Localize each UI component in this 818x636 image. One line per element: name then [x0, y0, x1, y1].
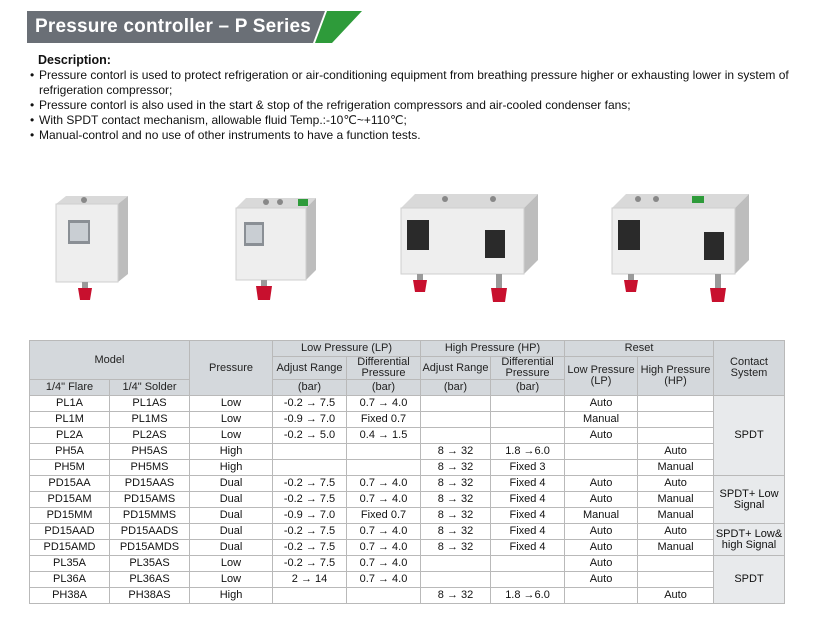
cell-lp-diff: 0.7 → 4.0: [347, 540, 421, 556]
product-photo-dual-1: [393, 188, 543, 313]
table-row: [30, 588, 785, 604]
product-photo-dual-2: [604, 188, 754, 313]
cell-contact-system: SPDT+ Low Signal: [714, 476, 785, 524]
cell-reset-lp: Auto: [565, 540, 638, 556]
cell-solder: PH38AS: [110, 588, 190, 604]
cell-reset-hp: [638, 412, 714, 428]
cell-hp-adj: 8 → 32: [421, 476, 491, 492]
cell-hp-adj: 8 → 32: [421, 540, 491, 556]
header-contact: Contact System: [714, 341, 785, 396]
cell-hp-diff: [491, 428, 565, 444]
cell-hp-diff: Fixed 4: [491, 476, 565, 492]
table-row: [30, 444, 785, 460]
cell-hp-adj: 8 → 32: [421, 508, 491, 524]
cell-flare: PD15MM: [30, 508, 110, 524]
cell-flare: PL36A: [30, 572, 110, 588]
cell-flare: PD15AAD: [30, 524, 110, 540]
cell-solder: PL35AS: [110, 556, 190, 572]
cell-lp-diff: Fixed 0.7: [347, 508, 421, 524]
cell-solder: PH5MS: [110, 460, 190, 476]
header-pressure: Pressure: [190, 341, 273, 396]
description-bullet: • Pressure contorl is also used in the start & stop of the refrigeration compressors and air-cooled condenser fans;: [30, 98, 800, 113]
cell-solder: PD15AAS: [110, 476, 190, 492]
cell-lp-diff: 0.7 → 4.0: [347, 476, 421, 492]
cell-lp-diff: 0.7 → 4.0: [347, 396, 421, 412]
cell-hp-diff: [491, 396, 565, 412]
table-row: [30, 476, 785, 492]
cell-reset-hp: [638, 396, 714, 412]
spec-table-body: [30, 396, 785, 604]
cell-reset-lp: Auto: [565, 476, 638, 492]
table-row: [30, 428, 785, 444]
cell-pressure: Dual: [190, 492, 273, 508]
cell-hp-diff: [491, 572, 565, 588]
cell-lp-diff: 0.7 → 4.0: [347, 524, 421, 540]
cell-lp-adj: -0.2 → 7.5: [273, 476, 347, 492]
cell-lp-adj: -0.9 → 7.0: [273, 508, 347, 524]
cell-solder: PL1MS: [110, 412, 190, 428]
cell-lp-adj: -0.2 → 5.0: [273, 428, 347, 444]
cell-lp-adj: 2 → 14: [273, 572, 347, 588]
cell-reset-lp: Manual: [565, 508, 638, 524]
cell-hp-adj: [421, 572, 491, 588]
description-bullet: • Manual-control and no use of other instruments to have a function tests.: [30, 128, 800, 143]
cell-solder: PD15AMS: [110, 492, 190, 508]
cell-contact-system: SPDT+ Low& high Signal: [714, 524, 785, 556]
spec-table: [29, 340, 785, 604]
cell-solder: PD15AADS: [110, 524, 190, 540]
cell-reset-hp: Manual: [638, 460, 714, 476]
cell-flare: PD15AA: [30, 476, 110, 492]
cell-lp-diff: [347, 588, 421, 604]
cell-hp-diff: 1.8 →6.0: [491, 588, 565, 604]
cell-lp-diff: 0.7 → 4.0: [347, 556, 421, 572]
cell-reset-hp: [638, 572, 714, 588]
description: [30, 53, 800, 143]
cell-pressure: Low: [190, 412, 273, 428]
header-reset-high: High Pressure (HP): [638, 357, 714, 396]
cell-lp-diff: 0.4 → 1.5: [347, 428, 421, 444]
cell-hp-diff: 1.8 →6.0: [491, 444, 565, 460]
header-model: Model: [30, 341, 190, 380]
cell-reset-lp: Auto: [565, 428, 638, 444]
cell-reset-hp: [638, 428, 714, 444]
table-row: [30, 540, 785, 556]
cell-hp-adj: 8 → 32: [421, 588, 491, 604]
cell-hp-adj: [421, 412, 491, 428]
cell-pressure: Low: [190, 556, 273, 572]
cell-reset-lp: [565, 444, 638, 460]
cell-lp-adj: -0.9 → 7.0: [273, 412, 347, 428]
cell-hp-diff: Fixed 4: [491, 524, 565, 540]
header-hp-adjust: Adjust Range: [421, 357, 491, 380]
header-hp: High Pressure (HP): [421, 341, 565, 357]
cell-reset-hp: Manual: [638, 492, 714, 508]
product-photo-single-1: [46, 190, 136, 305]
cell-flare: PD15AM: [30, 492, 110, 508]
header-hp-diff: Differential Pressure: [491, 357, 565, 380]
header-flare: 1/4" Flare: [30, 380, 110, 396]
description-heading: Description:: [38, 53, 111, 67]
cell-contact-system: SPDT: [714, 556, 785, 604]
product-photo-single-2: [226, 190, 321, 305]
cell-reset-lp: Manual: [565, 412, 638, 428]
cell-hp-adj: 8 → 32: [421, 444, 491, 460]
cell-lp-adj: [273, 460, 347, 476]
cell-lp-diff: Fixed 0.7: [347, 412, 421, 428]
header-solder: 1/4" Solder: [110, 380, 190, 396]
cell-flare: PL1A: [30, 396, 110, 412]
table-row: [30, 572, 785, 588]
title-banner: [27, 11, 362, 43]
cell-flare: PL1M: [30, 412, 110, 428]
cell-hp-diff: [491, 412, 565, 428]
cell-pressure: Dual: [190, 524, 273, 540]
cell-lp-adj: -0.2 → 7.5: [273, 540, 347, 556]
cell-lp-adj: [273, 588, 347, 604]
table-row: [30, 460, 785, 476]
cell-hp-adj: 8 → 32: [421, 460, 491, 476]
header-lp: Low Pressure (LP): [273, 341, 421, 357]
cell-reset-lp: [565, 588, 638, 604]
cell-reset-hp: [638, 556, 714, 572]
cell-reset-lp: Auto: [565, 396, 638, 412]
header-reset: Reset: [565, 341, 714, 357]
cell-lp-diff: 0.7 → 4.0: [347, 572, 421, 588]
cell-pressure: High: [190, 444, 273, 460]
cell-flare: PD15AMD: [30, 540, 110, 556]
cell-pressure: Low: [190, 572, 273, 588]
cell-reset-hp: Auto: [638, 524, 714, 540]
cell-flare: PL2A: [30, 428, 110, 444]
cell-hp-adj: [421, 556, 491, 572]
cell-lp-diff: [347, 444, 421, 460]
cell-flare: PH5A: [30, 444, 110, 460]
description-bullet: • With SPDT contact mechanism, allowable fluid Temp.:-10℃~+110℃;: [30, 113, 800, 128]
cell-flare: PL35A: [30, 556, 110, 572]
table-row: [30, 412, 785, 428]
description-bullet: • Pressure contorl is used to protect refrigeration or air-conditioning equipment from breathing pressure higher or exhausting lower in system of refrigeration compressor;: [30, 68, 800, 98]
cell-contact-system: SPDT: [714, 396, 785, 476]
cell-lp-adj: [273, 444, 347, 460]
header-lp-diff: Differential Pressure: [347, 357, 421, 380]
cell-solder: PD15AMDS: [110, 540, 190, 556]
cell-lp-adj: -0.2 → 7.5: [273, 492, 347, 508]
cell-flare: PH5M: [30, 460, 110, 476]
cell-pressure: Dual: [190, 508, 273, 524]
header-lp-adjust: Adjust Range: [273, 357, 347, 380]
cell-reset-hp: Auto: [638, 444, 714, 460]
cell-solder: PL1AS: [110, 396, 190, 412]
cell-reset-hp: Auto: [638, 588, 714, 604]
cell-reset-hp: Manual: [638, 540, 714, 556]
cell-reset-hp: Auto: [638, 476, 714, 492]
table-row: [30, 396, 785, 412]
cell-reset-hp: Manual: [638, 508, 714, 524]
cell-hp-diff: Fixed 4: [491, 540, 565, 556]
cell-solder: PH5AS: [110, 444, 190, 460]
cell-reset-lp: Auto: [565, 492, 638, 508]
cell-lp-adj: -0.2 → 7.5: [273, 556, 347, 572]
header-lp-diff-unit: (bar): [347, 380, 421, 396]
cell-pressure: High: [190, 460, 273, 476]
cell-solder: PL2AS: [110, 428, 190, 444]
cell-pressure: Low: [190, 428, 273, 444]
cell-pressure: Dual: [190, 476, 273, 492]
table-row: [30, 556, 785, 572]
cell-hp-adj: [421, 396, 491, 412]
header-lp-adjust-unit: (bar): [273, 380, 347, 396]
cell-lp-diff: 0.7 → 4.0: [347, 492, 421, 508]
header-hp-diff-unit: (bar): [491, 380, 565, 396]
cell-solder: PD15MMS: [110, 508, 190, 524]
cell-hp-adj: 8 → 32: [421, 524, 491, 540]
cell-lp-diff: [347, 460, 421, 476]
cell-hp-diff: [491, 556, 565, 572]
cell-flare: PH38A: [30, 588, 110, 604]
cell-hp-adj: 8 → 32: [421, 492, 491, 508]
cell-hp-adj: [421, 428, 491, 444]
page-title: Pressure controller – P Series: [35, 16, 312, 37]
cell-pressure: Low: [190, 396, 273, 412]
table-row: [30, 524, 785, 540]
cell-reset-lp: Auto: [565, 572, 638, 588]
table-row: [30, 508, 785, 524]
cell-lp-adj: -0.2 → 7.5: [273, 524, 347, 540]
table-row: [30, 492, 785, 508]
cell-lp-adj: -0.2 → 7.5: [273, 396, 347, 412]
cell-pressure: Dual: [190, 540, 273, 556]
cell-hp-diff: Fixed 4: [491, 492, 565, 508]
header-reset-low: Low Pressure (LP): [565, 357, 638, 396]
header-hp-adjust-unit: (bar): [421, 380, 491, 396]
cell-hp-diff: Fixed 3: [491, 460, 565, 476]
cell-pressure: High: [190, 588, 273, 604]
cell-solder: PL36AS: [110, 572, 190, 588]
cell-reset-lp: Auto: [565, 524, 638, 540]
cell-reset-lp: Auto: [565, 556, 638, 572]
cell-hp-diff: Fixed 4: [491, 508, 565, 524]
cell-reset-lp: [565, 460, 638, 476]
